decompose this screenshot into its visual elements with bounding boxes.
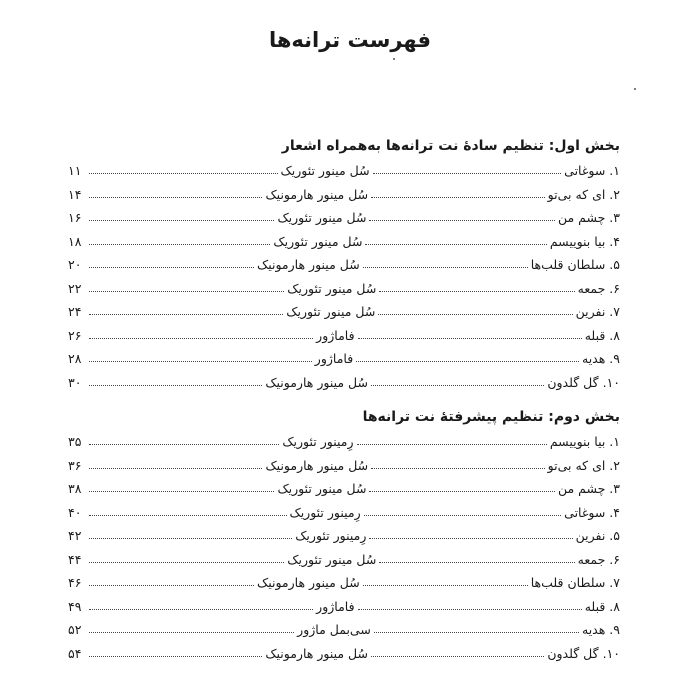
dot-leader: [363, 253, 528, 268]
page-number: ۲۲: [68, 280, 82, 296]
dot-leader: [369, 206, 554, 221]
dot-leader: [369, 477, 554, 492]
song-title: ۸. قبله: [584, 327, 620, 343]
page-number: ۱۱: [67, 163, 82, 178]
dot-leader: [89, 595, 313, 610]
page-number: ۴۲: [67, 528, 82, 543]
dot-leader: [373, 159, 562, 174]
dot-leader: [379, 548, 574, 563]
dot-leader: [357, 430, 547, 445]
toc-entry: [68, 253, 620, 277]
musical-key: سُل مینور تئوریک: [287, 551, 377, 567]
dot-leader: [89, 548, 284, 563]
dot-leader: [371, 183, 545, 198]
page-number: ۲۸: [68, 351, 82, 366]
dot-leader: [89, 253, 254, 268]
dot-leader: [365, 230, 546, 245]
toc-entry: [68, 300, 620, 324]
toc-entry: [68, 230, 620, 254]
musical-key: فاماژور: [314, 351, 354, 366]
dot-leader: [89, 300, 283, 315]
dot-leader: [371, 371, 544, 386]
song-title: ۹. هدیه: [582, 622, 620, 637]
dot-leader: [364, 501, 562, 516]
page-number: ۳۸: [67, 481, 82, 496]
dot-leader: [89, 618, 294, 633]
song-title: ۴. بیا بنوییسم: [549, 233, 620, 249]
musical-key: سُل مینور تئوریک: [287, 280, 377, 296]
dot-leader: [89, 159, 278, 174]
song-title: ۶. جمعه: [577, 551, 620, 567]
musical-key: سُل مینور تئوریک: [277, 210, 367, 225]
page-title: فهرست ترانه‌ها: [268, 28, 432, 52]
toc-entry: [68, 618, 620, 642]
song-title: ۳. چشم من: [557, 210, 620, 225]
toc-entry: [68, 324, 620, 348]
section-1: [68, 135, 620, 394]
song-title: ۶. جمعه: [577, 280, 620, 296]
dot-leader: [374, 618, 579, 633]
musical-key: سُل مینور هارمونیک: [257, 575, 360, 590]
toc-entry: [68, 159, 620, 183]
section-heading: بخش دوم: تنظیم پیشرفتهٔ نت ترانه‌ها: [362, 409, 620, 425]
toc-entry: [68, 206, 620, 230]
page-number: ۵۲: [68, 622, 82, 637]
page-number: ۳۶: [67, 457, 82, 473]
dot-leader: [89, 230, 270, 245]
toc-entry: [68, 277, 620, 301]
musical-key: فاماژور: [316, 598, 355, 614]
section-2: [68, 406, 620, 665]
song-title: ۲. ای که بی‌تو: [547, 457, 620, 473]
song-title: ۱. بیا بنوییسم: [549, 434, 620, 449]
toc-entry: [68, 430, 620, 454]
dot-leader: [371, 642, 544, 657]
musical-key: سُل مینور تئوریک: [286, 304, 376, 319]
musical-key: سُل مینور تئوریک: [277, 481, 367, 496]
dot-leader: [89, 571, 254, 586]
page-number: ۴۹: [67, 598, 82, 614]
dot-leader: [89, 477, 274, 492]
dot-leader: [89, 183, 263, 198]
musical-key: رِمینور تئوریک: [295, 528, 367, 543]
toc-entry: [68, 524, 620, 548]
dot-leader: [89, 324, 313, 339]
toc-entry: [68, 595, 620, 619]
song-title: ۵. سلطان قلب‌ها: [530, 257, 620, 272]
song-title: ۳. چشم من: [557, 481, 620, 496]
toc-entry: [68, 454, 620, 478]
section-2-entries: [68, 430, 620, 665]
song-title: ۷. نفرین: [575, 304, 620, 319]
musical-key: سُل مینور تئوریک: [273, 233, 363, 249]
song-title: ۱. سوغاتی: [564, 163, 620, 178]
song-title: ۴. سوغاتی: [564, 504, 620, 520]
page-number: ۲۴: [68, 304, 82, 319]
musical-key: سُل مینور هارمونیک: [265, 186, 369, 202]
dot-leader: [89, 642, 262, 657]
dot-leader: [369, 524, 572, 539]
page-number: ۵۴: [68, 645, 82, 661]
page-number: ۳۵: [67, 434, 82, 449]
page-number: ۴۰: [68, 504, 82, 520]
toc-entry: [68, 477, 620, 501]
dot-leader: [89, 430, 279, 445]
dot-leader: [89, 347, 312, 362]
section-heading: بخش اول: تنظیم سادهٔ نت ترانه‌ها به‌همراه اشعار: [281, 138, 620, 154]
dot-leader: [379, 277, 574, 292]
print-speck: [634, 88, 636, 90]
song-title: ۱۰. گل گلدون: [547, 645, 620, 661]
dot-leader: [358, 324, 582, 339]
musical-key: سُل مینور تئوریک: [280, 163, 370, 178]
dot-leader: [89, 371, 262, 386]
song-title: ۱۰. گل گلدون: [547, 374, 620, 390]
toc-entry: [68, 371, 620, 395]
print-speck: [393, 58, 395, 60]
song-title: ۹. هدیه: [582, 351, 620, 366]
toc-entry: [68, 347, 620, 371]
song-title: ۸. قبله: [584, 598, 620, 614]
dot-leader: [356, 347, 579, 362]
dot-leader: [89, 206, 274, 221]
section-1-entries: [68, 159, 620, 394]
musical-key: سُل مینور هارمونیک: [265, 645, 368, 661]
musical-key: سُل مینور هارمونیک: [265, 374, 368, 390]
dot-leader: [89, 501, 287, 516]
song-title: ۷. سلطان قلب‌ها: [530, 575, 620, 590]
page-number: ۱۶: [67, 210, 82, 225]
toc-entry: [68, 571, 620, 595]
page-number: ۲۰: [68, 257, 82, 272]
page-number: ۴۴: [68, 551, 82, 567]
musical-key: سُل مینور هارمونیک: [257, 257, 360, 272]
page-number: ۱۸: [68, 233, 82, 249]
musical-key: رِمینور تئوریک: [282, 434, 354, 449]
page-number: ۴۶: [68, 575, 82, 590]
musical-key: سُل مینور هارمونیک: [265, 457, 369, 473]
dot-leader: [89, 524, 292, 539]
page-number: ۱۴: [67, 186, 82, 202]
toc-entry: [68, 183, 620, 207]
toc-entry: [68, 548, 620, 572]
dot-leader: [378, 300, 572, 315]
dot-leader: [371, 454, 545, 469]
musical-key: فاماژور: [316, 327, 355, 343]
musical-key: رِمینور تئوریک: [289, 504, 361, 520]
page-number: ۳۰: [68, 374, 82, 390]
page-number: ۲۶: [67, 327, 82, 343]
musical-key: سی‌بمل ماژور: [297, 622, 371, 637]
song-title: ۵. نفرین: [575, 528, 620, 543]
dot-leader: [89, 277, 284, 292]
dot-leader: [358, 595, 582, 610]
song-title: ۲. ای که بی‌تو: [547, 186, 620, 202]
dot-leader: [89, 454, 263, 469]
toc-entry: [68, 642, 620, 666]
toc-entry: [68, 501, 620, 525]
dot-leader: [363, 571, 528, 586]
